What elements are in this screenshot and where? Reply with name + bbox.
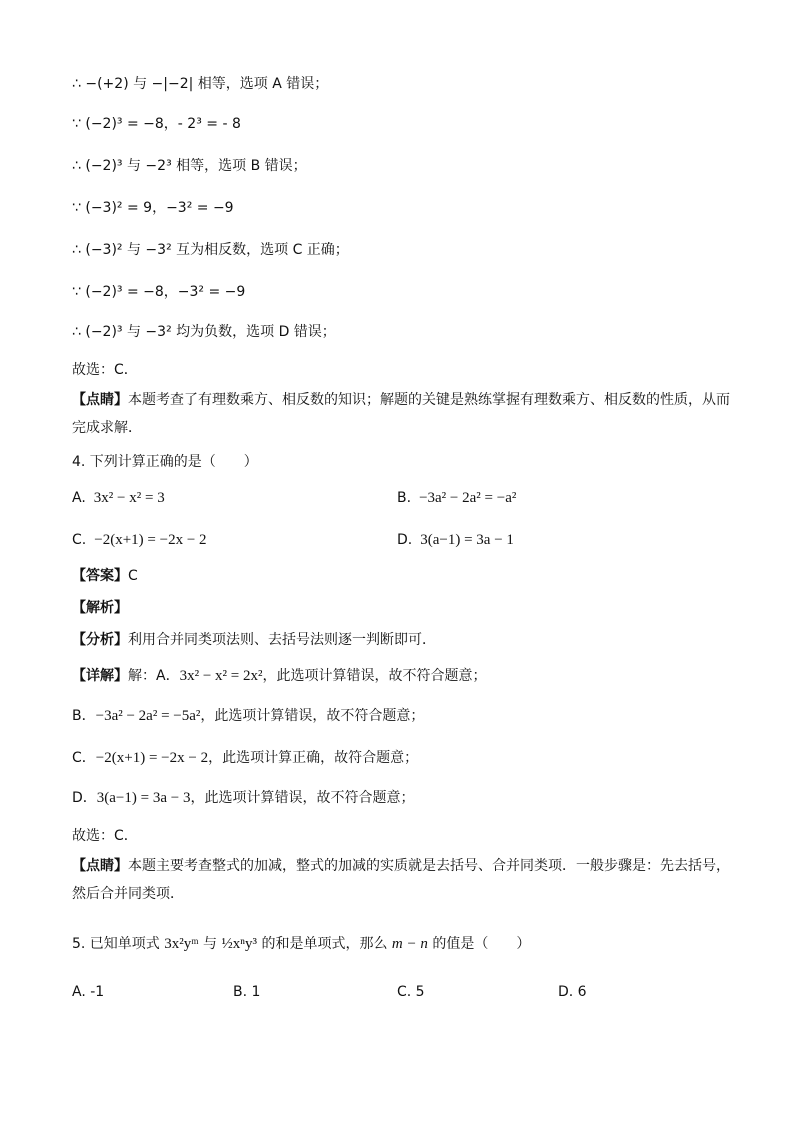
question-5-stem: 5. 已知单项式 3x²yᵐ 与 ½xⁿy³ 的和是单项式，那么 m − n 的值是（ ） bbox=[72, 936, 531, 952]
q4-option-d: D. 3(a−1) = 3a − 1 bbox=[397, 532, 514, 548]
detail-line-b: B．−3a² − 2a² = −5a²，此选项计算错误，故不符合题意； bbox=[72, 708, 425, 724]
answer-line: 【答案】C bbox=[72, 568, 138, 584]
detail-line-a: 【详解】解：A．3x² − x² = 2x²，此选项计算错误，故不符合题意； bbox=[72, 668, 487, 684]
answer-choice-line: 故选：C． bbox=[72, 828, 138, 844]
solution-line: ∵ (−3)² = 9，−3² = −9 bbox=[72, 200, 234, 216]
analysis-heading: 【解析】 bbox=[72, 600, 128, 616]
q4-option-b: B. −3a² − 2a² = −a² bbox=[397, 490, 517, 506]
question-4-stem: 4. 下列计算正确的是（ ） bbox=[72, 454, 258, 470]
comment-tag: 【点睛】 bbox=[72, 392, 128, 408]
solution-line: ∵ (−2)³ = −8，- 2³ = - 8 bbox=[72, 116, 241, 132]
q5-option-d: D. 6 bbox=[558, 984, 587, 1000]
answer-choice-line: 故选：C． bbox=[72, 362, 138, 378]
q5-option-c: C. 5 bbox=[397, 984, 425, 1000]
solution-line: ∴ (−3)² 与 −3² 互为相反数，选项 C 正确； bbox=[72, 242, 349, 258]
detail-line-c: C．−2(x+1) = −2x − 2，此选项计算正确，故符合题意； bbox=[72, 750, 419, 766]
q5-option-b: B. 1 bbox=[233, 984, 261, 1000]
q4-option-c: C. −2(x+1) = −2x − 2 bbox=[72, 532, 207, 548]
q4-option-a: A. 3x² − x² = 3 bbox=[72, 490, 165, 506]
fenxi-line: 【分析】利用合并同类项法则、去括号法则逐一判断即可． bbox=[72, 632, 436, 648]
solution-line: ∵ (−2)³ = −8，−3² = −9 bbox=[72, 284, 246, 300]
q5-option-a: A. -1 bbox=[72, 984, 105, 1000]
detail-line-d: D．3(a−1) = 3a − 3，此选项计算错误，故不符合题意； bbox=[72, 790, 415, 806]
comment-paragraph: 【点睛】本题主要考查整式的加减，整式的加减的实质就是去括号、合并同类项．一般步骤是：先去括号，然后合并同类项． bbox=[72, 858, 730, 902]
solution-line: ∴ (−2)³ 与 −3² 均为负数，选项 D 错误； bbox=[72, 324, 336, 340]
solution-line: ∴ −(+2) 与 −|−2| 相等，选项 A 错误； bbox=[72, 76, 329, 92]
solution-line: ∴ (−2)³ 与 −2³ 相等，选项 B 错误； bbox=[72, 158, 307, 174]
comment-paragraph: 【点睛】本题考查了有理数乘方、相反数的知识；解题的关键是熟练掌握有理数乘方、相反数的性质，从而完成求解． bbox=[72, 392, 730, 436]
